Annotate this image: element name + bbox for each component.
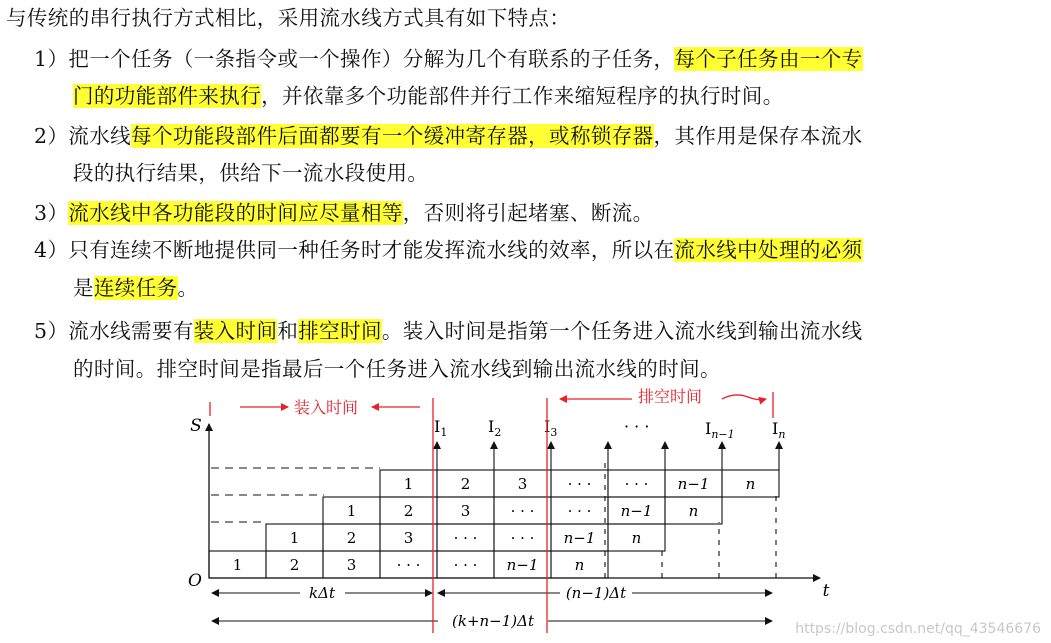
intro-text: 与传统的串行执行方式相比，采用流水线方式具有如下特点：: [6, 6, 571, 30]
grid-cell-label: 1: [232, 556, 243, 574]
point-4-highlight: 流水线中处理的必须: [674, 238, 863, 262]
grid-cell-label: · · ·: [453, 556, 478, 574]
grid-cell-label: n−1: [563, 529, 596, 547]
grid-cell-label: · · ·: [510, 502, 535, 520]
grid-cell-label: n−1: [620, 502, 653, 520]
point-5-text-c: 。装入时间是指第一个任务进入流水线到输出流水线: [381, 319, 863, 343]
point-4-text-c: 。: [177, 276, 199, 300]
point-3-text: 3）: [34, 201, 69, 225]
grid-cell-label: · · ·: [624, 475, 649, 493]
grid-cell-label: 2: [346, 529, 357, 547]
watermark: https://blog.csdn.net/qq_43546676: [795, 621, 1041, 637]
load-time-label: 装入时间: [294, 398, 359, 417]
label-ellipsis: · · ·: [624, 417, 650, 436]
point-5-highlight-load: 装入时间: [193, 319, 278, 343]
point-1-highlight-cont: 门的功能部件来执行: [73, 84, 262, 108]
axis-o-label: O: [188, 571, 202, 591]
grid-cell-label: n: [745, 475, 756, 493]
grid-cell-label: · · ·: [567, 502, 592, 520]
grid-cell-label: · · ·: [396, 556, 421, 574]
label-i2: $I_2$: [488, 417, 502, 439]
point-2-text: 2）流水线: [34, 124, 132, 148]
grid-cell-label: 3: [517, 475, 528, 493]
label-i1: $I_1$: [434, 417, 448, 439]
grid-cell-label: · · ·: [567, 475, 592, 493]
label-i3: $I_3$: [544, 417, 558, 439]
grid-cell-label: n: [631, 529, 642, 547]
grid-cell-label: 2: [460, 475, 471, 493]
grid-cell-label: 1: [346, 502, 357, 520]
grid-cell-label: 3: [460, 502, 471, 520]
point-1-text-cont: ，并依靠多个功能部件并行工作来缩短程序的执行时间。: [261, 84, 784, 108]
label-in-1: $I_{n-1}$: [705, 419, 735, 441]
grid-cell-label: · · ·: [510, 529, 535, 547]
grid-cell-label: 3: [403, 529, 414, 547]
dim-total-label: (k+n−1)Δt: [452, 612, 534, 630]
point-1-text: 1）把一个任务（一条指令或一个操作）分解为几个有联系的子任务，: [34, 47, 675, 71]
grid-cell-label: 1: [403, 475, 414, 493]
point-5-text-b: 和: [277, 319, 299, 343]
grid-cell-label: 2: [289, 556, 300, 574]
drain-arrow-right: [722, 395, 766, 400]
grid-cell-label: 2: [403, 502, 414, 520]
point-2-highlight: 每个功能段部件后面都要有一个缓冲寄存器，或称锁存器: [131, 124, 654, 148]
grid-cell-label: · · ·: [453, 529, 478, 547]
point-4-text: 4）只有连续不断地提供同一种任务时才能发挥流水线的效率，所以在: [34, 238, 675, 262]
point-5-highlight-drain: 排空时间: [298, 319, 382, 343]
point-2-text-cont: 段的执行结果，供给下一流水段使用。: [73, 161, 429, 185]
point-3-text-b: ，否则将引起堵塞、断流。: [402, 201, 654, 225]
pipeline-grid: [209, 470, 779, 578]
grid-cell-label: 1: [289, 529, 300, 547]
point-4-highlight-2: 连续任务: [93, 276, 178, 300]
dim-n1-label: (n−1)Δt: [565, 584, 627, 602]
grid-cell-label: n−1: [677, 475, 710, 493]
point-2-text-b: ，其作用是保存本流水: [653, 124, 863, 148]
grid-cell-label: n−1: [506, 556, 539, 574]
label-in: $I_n$: [772, 419, 786, 441]
dim-k-label: kΔt: [309, 584, 335, 602]
point-1-highlight: 每个子任务由一个专: [674, 47, 863, 71]
drain-time-label: 排空时间: [638, 387, 703, 406]
point-3-highlight: 流水线中各功能段的时间应尽量相等: [68, 201, 403, 225]
grid-cell-label: n: [688, 502, 699, 520]
grid-cell-label: 3: [346, 556, 357, 574]
axis-s-label: S: [190, 416, 202, 436]
axis-t-label: t: [822, 581, 830, 601]
point-4-text-b: 是: [73, 276, 94, 300]
point-5-text-d: 的时间。排空时间是指最后一个任务进入流水线到输出流水线的时间。: [73, 357, 721, 381]
point-5-text: 5）流水线需要有: [34, 319, 194, 343]
output-arrows: [437, 442, 779, 470]
grid-cell-label: n: [574, 556, 585, 574]
